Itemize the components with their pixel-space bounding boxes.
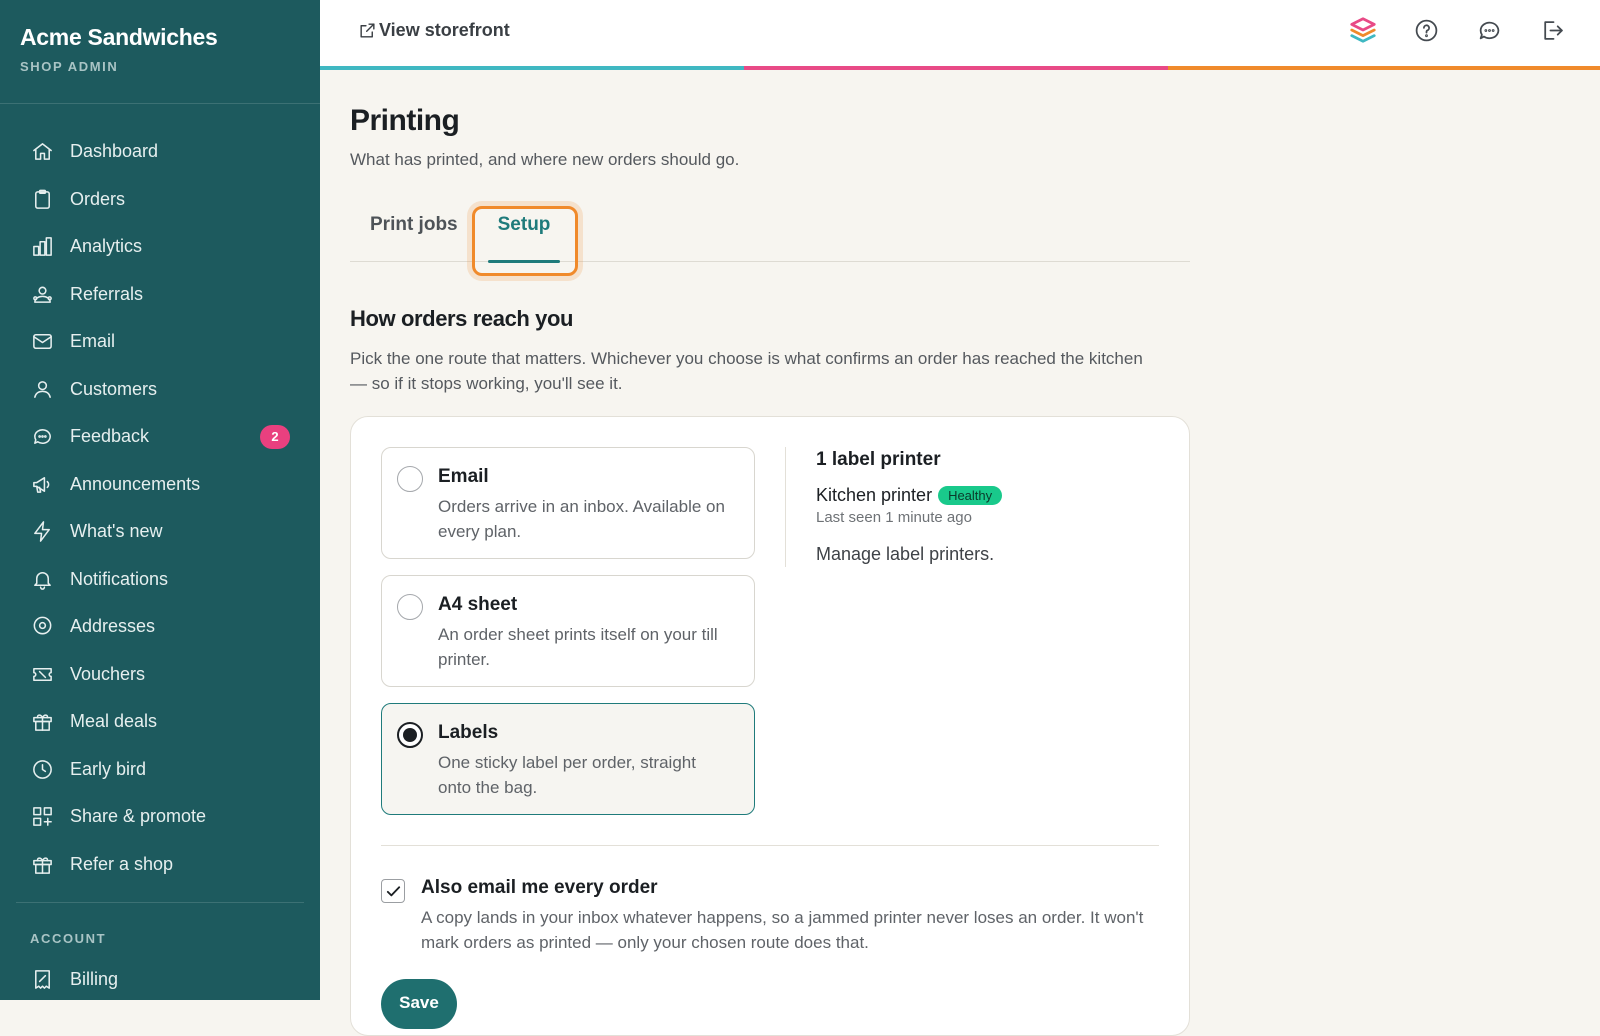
ticket-icon [30, 662, 54, 686]
tab-print-jobs[interactable]: Print jobs [370, 214, 458, 235]
brand-title: Acme Sandwiches [20, 24, 218, 50]
bar-chart-icon [30, 235, 54, 259]
check-icon [385, 883, 402, 900]
sidebar-item-addresses[interactable] [0, 603, 320, 651]
status-badge: Healthy [938, 486, 1002, 505]
sidebar-item-label: Meal deals [70, 711, 158, 732]
sidebar-item-notifications[interactable] [0, 556, 320, 604]
sidebar-item-billing[interactable] [0, 956, 320, 1004]
route-radio-selected[interactable] [397, 722, 423, 748]
brand-subtitle: SHOP ADMIN [20, 59, 119, 74]
bolt-icon [30, 520, 54, 544]
printer-last-seen: Last seen 1 minute ago [816, 509, 972, 526]
sidebar-section-account: ACCOUNT [30, 931, 107, 946]
also-email-description: A copy lands in your inbox whatever happens, so a jammed printer never loses an order. It won't mark orders as printed — only your chosen route does that. [421, 908, 1144, 952]
sidebar-item-referrals[interactable] [0, 271, 320, 319]
bell-icon [30, 567, 54, 591]
also-email-title: Also email me every order [421, 877, 658, 898]
section-title: How orders reach you [350, 306, 574, 331]
sidebar-item-label: Dashboard [70, 141, 159, 162]
sidebar-item-meal-deals[interactable] [0, 698, 320, 746]
clipboard-icon [30, 187, 54, 211]
sidebar-item-analytics[interactable] [0, 223, 320, 271]
route-option-email[interactable] [381, 447, 755, 559]
sidebar-item-label: Referrals [70, 283, 144, 304]
view-storefront-link[interactable] [358, 20, 510, 41]
section-description: Pick the one route that matters. Whichever you choose is what confirms an order has reached the kitchen — so if it stops working, you'll see it. [350, 349, 1143, 393]
logout-icon[interactable] [1536, 14, 1568, 46]
gift-icon [30, 852, 54, 876]
also-email-checkbox[interactable] [381, 879, 405, 903]
users-icon [30, 282, 54, 306]
route-radio[interactable] [397, 594, 423, 620]
tab-setup[interactable]: Setup [478, 188, 571, 262]
printer-panel [816, 449, 1002, 565]
sidebar-item-vouchers[interactable] [0, 651, 320, 699]
sidebar-item-refer-a-shop[interactable] [0, 841, 320, 889]
chat-icon [30, 425, 54, 449]
view-storefront-label: View storefront [379, 20, 510, 40]
layers-logo-icon[interactable] [1347, 14, 1379, 46]
tab-bar [350, 188, 1190, 262]
sidebar-item-label: Announcements [70, 473, 201, 494]
sidebar-item-label: Customers [70, 378, 158, 399]
save-button[interactable]: Save [381, 979, 457, 1029]
stripe-segment [1168, 66, 1600, 70]
mail-icon [30, 330, 54, 354]
route-option-labels[interactable] [381, 703, 755, 815]
sidebar-item-customers[interactable] [0, 366, 320, 414]
topbar [320, 0, 1600, 66]
sidebar-item-whats-new[interactable] [0, 508, 320, 556]
vertical-divider [785, 447, 786, 567]
sidebar-item-announcements[interactable] [0, 461, 320, 509]
sidebar-item-label: Orders [70, 188, 126, 209]
topbar-icons [1347, 14, 1568, 46]
sidebar-item-email[interactable] [0, 318, 320, 366]
map-pin-icon [30, 615, 54, 639]
sidebar-nav [0, 104, 320, 1004]
route-title: Labels [438, 722, 499, 743]
customer-icon [30, 377, 54, 401]
home-icon [30, 140, 54, 164]
sidebar-item-share-promote[interactable] [0, 793, 320, 841]
horizontal-divider [381, 845, 1159, 846]
route-title: Email [438, 466, 489, 487]
route-title: A4 sheet [438, 594, 518, 615]
manage-printers-link[interactable]: Manage label printers. [816, 544, 995, 564]
sidebar-item-label: Share & promote [70, 806, 207, 827]
megaphone-icon [30, 472, 54, 496]
route-description: Orders arrive in an inbox. Available on every plan. [438, 497, 725, 541]
sidebar [0, 0, 320, 1000]
brand [0, 0, 320, 104]
sidebar-item-label: Analytics [70, 236, 143, 257]
main-content [350, 70, 1190, 1036]
grid-plus-icon [30, 805, 54, 829]
sidebar-item-label: Notifications [70, 568, 169, 589]
route-options [381, 447, 755, 831]
sidebar-item-label: Refer a shop [70, 853, 174, 874]
route-radio[interactable] [397, 466, 423, 492]
sidebar-item-dashboard[interactable] [0, 128, 320, 176]
page-title: Printing [350, 104, 460, 137]
also-email-option [381, 877, 1161, 955]
route-description: One sticky label per order, straight onto the bag. [438, 753, 696, 797]
sidebar-item-orders[interactable] [0, 176, 320, 224]
printer-name: Kitchen printer [816, 485, 933, 505]
clock-icon [30, 757, 54, 781]
sidebar-item-label: Addresses [70, 616, 156, 637]
help-icon[interactable] [1410, 14, 1442, 46]
sidebar-item-early-bird[interactable] [0, 746, 320, 794]
gift-icon [30, 710, 54, 734]
printer-row [816, 485, 1002, 506]
sidebar-item-label: Email [70, 331, 116, 352]
receipt-icon [30, 968, 54, 992]
sidebar-item-label: What's new [70, 521, 163, 542]
sidebar-item-label: Feedback [70, 426, 150, 447]
page-subtitle: What has printed, and where new orders should go. [350, 150, 740, 169]
sidebar-item-label: Billing [70, 969, 119, 990]
sidebar-item-label: Vouchers [70, 663, 146, 684]
sidebar-item-feedback[interactable] [0, 413, 320, 461]
sidebar-item-label: Early bird [70, 758, 147, 779]
external-link-icon [358, 21, 377, 40]
route-description: An order sheet prints itself on your till printer. [438, 625, 718, 669]
routing-card [350, 416, 1190, 1036]
chat-bubble-icon[interactable] [1473, 14, 1505, 46]
route-option-a4-sheet[interactable] [381, 575, 755, 687]
feedback-count-badge: 2 [260, 425, 290, 449]
printer-count: 1 label printer [816, 449, 941, 470]
